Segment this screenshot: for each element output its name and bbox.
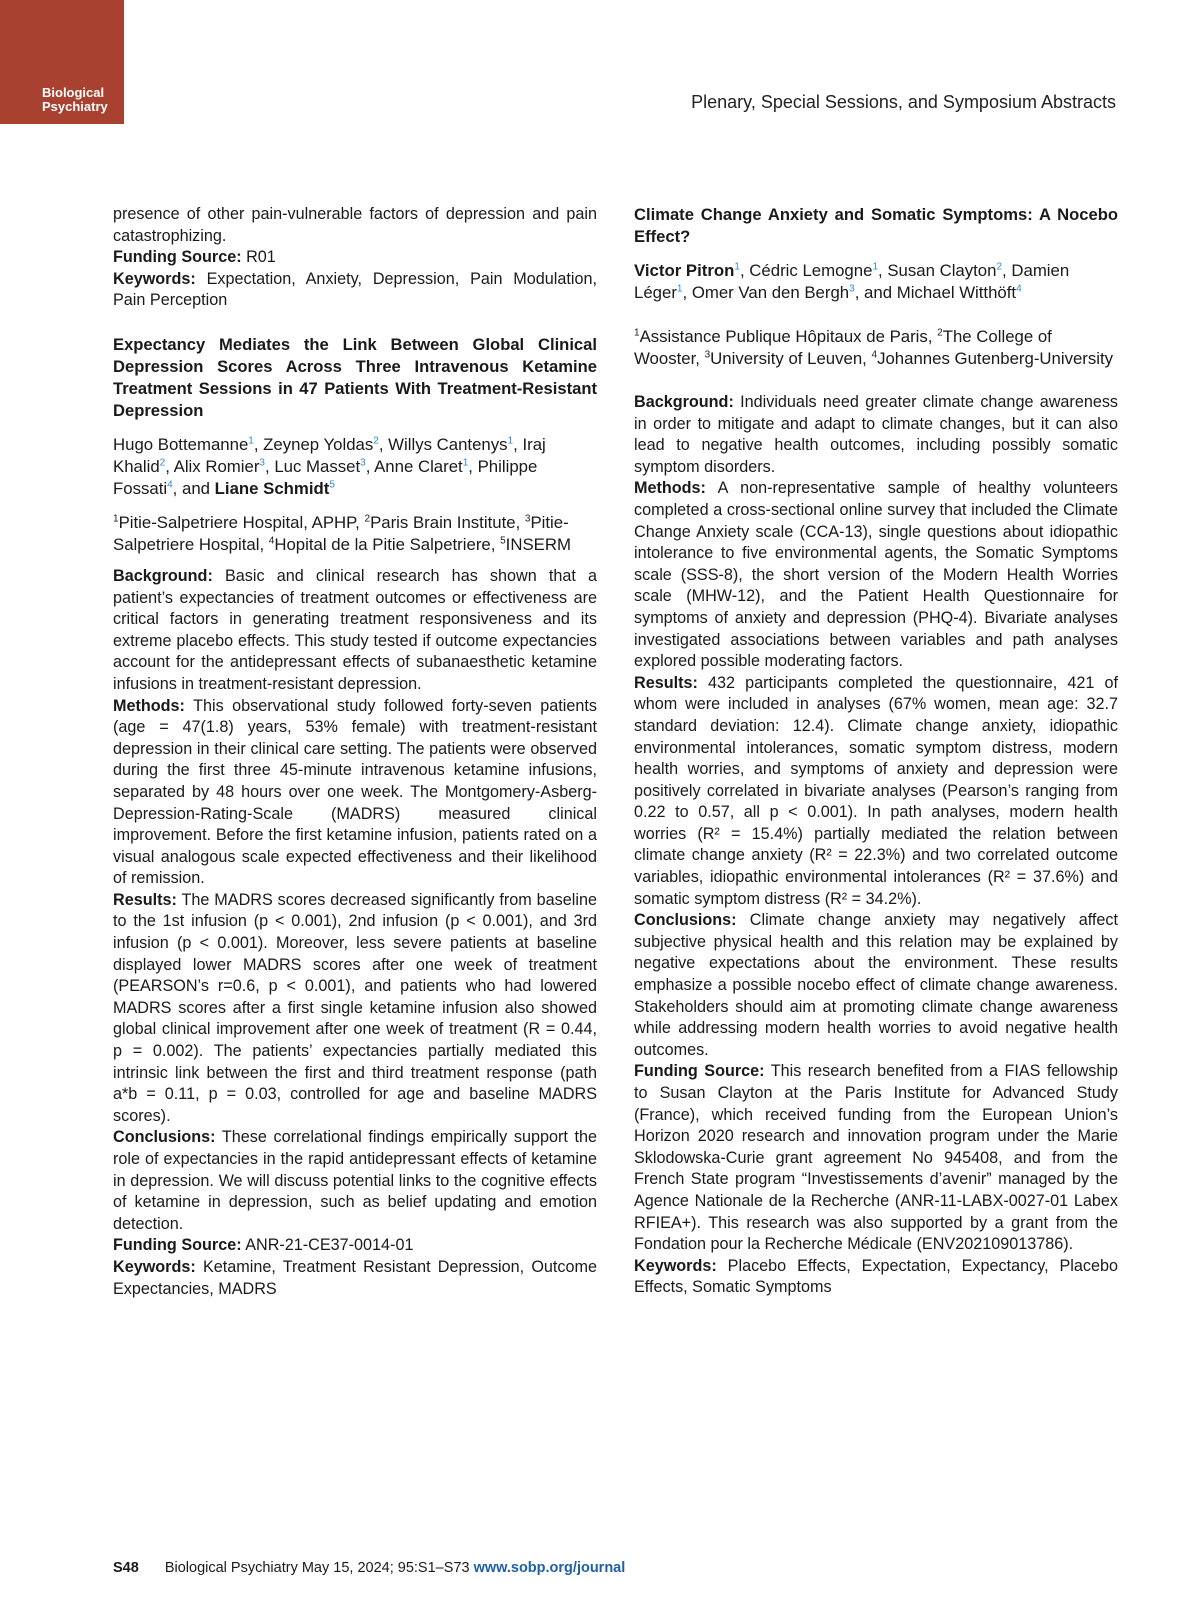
- footer-citation: Biological Psychiatry May 15, 2024; 95:S1–S73: [164, 1560, 470, 1576]
- affiliation-marker[interactable]: 4: [167, 479, 173, 491]
- conclusions-label: Conclusions:: [634, 911, 737, 930]
- affiliation-marker[interactable]: 3: [360, 457, 366, 469]
- author-separator: ,: [878, 261, 888, 280]
- author-separator: ,: [264, 456, 275, 476]
- conclusions-section: [113, 1127, 597, 1235]
- affiliation-number: 1: [634, 327, 640, 339]
- journal-badge-line2: Psychiatry: [42, 99, 108, 114]
- affiliation-marker[interactable]: 1: [462, 457, 469, 469]
- prev-keywords-text: Expectation, Anxiety, Depression, Pain Modulation, Pain Perception: [113, 269, 597, 310]
- background-label: Background:: [113, 566, 213, 585]
- results-section: [634, 673, 1118, 911]
- results-section: [113, 890, 597, 1128]
- author-name: Zeynep Yoldas: [263, 434, 374, 454]
- abstract-title: Expectancy Mediates the Link Between Global Clinical Depression Scores Across Three Intravenous Ketamine Treatment Sessions in 47 Patients With Treatment-Resistant Depression: [113, 334, 597, 420]
- methods-text: A non-representative sample of healthy volunteers completed a cross-sectional online survey that included the Climate Change Anxiety scale (CCA-13), single questions about idiopathic intolerance to five environmental agents, the Somatic Symptoms scale (SSS-8), the short version of the Modern Health Worries scale (MHW-12), and the Patient Health Questionnaire for symptoms of anxiety and depression (PHQ-4). Bivariate analyses investigated associations between variables and path analyses explored possible moderating factors.: [634, 479, 1119, 671]
- author-name: Victor Pitron: [634, 261, 735, 280]
- author-name: Hugo Bottemanne: [113, 434, 249, 454]
- author-name: Luc Masset: [274, 456, 361, 476]
- funding-label: Funding Source:: [634, 1062, 765, 1081]
- page-number: S48: [113, 1560, 139, 1576]
- conclusions-section: [634, 910, 1118, 1061]
- page-footer: [113, 1560, 625, 1576]
- results-label: Results:: [634, 673, 698, 692]
- background-text: Basic and clinical research has shown that a patient’s expectancies of treatment outcomes or effectiveness are critical factors in generating treatment responsiveness and its extreme placebo effects. This study tested if outcome expectancies account for the antidepressant effects of subanaesthetic ketamine infusions in treatment-resistant depression.: [113, 566, 597, 693]
- affiliation-marker[interactable]: 5: [329, 479, 335, 491]
- abstract-title: Climate Change Anxiety and Somatic Symptoms: A Nocebo Effect?: [634, 205, 1118, 246]
- prev-funding-label: Funding Source:: [113, 248, 242, 267]
- journal-link[interactable]: www.sobp.org/journal: [473, 1560, 626, 1576]
- funding-section: [113, 1235, 597, 1257]
- author-list: [113, 434, 597, 500]
- journal-badge-line1: Biological: [42, 85, 105, 100]
- affiliation-text: Hopital de la Pitie Salpetriere,: [274, 534, 501, 554]
- affiliation-text: Johannes Gutenberg-University: [877, 349, 1114, 368]
- author-separator: ,: [739, 261, 750, 280]
- right-column: [634, 204, 1118, 1299]
- author-name: Michael Witthöft: [896, 283, 1017, 302]
- affiliation-text: Assistance Publique Hôpitaux de Paris,: [639, 327, 938, 346]
- keywords-section: [113, 1257, 597, 1300]
- affiliation-marker[interactable]: 2: [373, 435, 379, 447]
- author-separator: ,: [682, 283, 692, 302]
- funding-text: ANR-21-CE37-0014-01: [245, 1236, 414, 1255]
- author-separator: ,: [1002, 261, 1012, 280]
- funding-section: [634, 1061, 1118, 1255]
- journal-badge: [0, 0, 124, 124]
- prev-funding-text: R01: [246, 248, 276, 267]
- author-name: Damien Léger: [634, 261, 1070, 302]
- affiliation-text: INSERM: [505, 534, 571, 554]
- author-list: [634, 260, 1118, 304]
- affiliation-text: The College of Wooster,: [634, 327, 1052, 368]
- methods-section: [113, 696, 597, 890]
- author-name: Anne Claret: [374, 456, 463, 476]
- methods-label: Methods:: [634, 479, 706, 498]
- author-separator: ,: [365, 456, 375, 476]
- affiliation-text: Paris Brain Institute,: [370, 512, 525, 532]
- affiliation-marker[interactable]: 4: [1016, 283, 1022, 295]
- methods-label: Methods:: [113, 696, 185, 715]
- affiliation-number: 1: [113, 513, 119, 525]
- author-name: Susan Clayton: [887, 261, 997, 280]
- background-section: [113, 566, 597, 696]
- affiliation-number: 3: [704, 349, 711, 361]
- results-text: The MADRS scores decreased significantly from baseline to the 1st infusion (p < 0.001), 2nd infusion (p < 0.001), and 3rd infusion (p < 0.001). Moreover, less severe patients at baseline displayed lower MADRS scores after one week of treatment (PEARSON’s r=0.6, p < 0.001), and patients who had lowered MADRS scores after a first single ketamine infusion also showed global clinical improvement after one week of treatment (R = 0.44, p = 0.002). The patients’ expectancies partially mediated this intrinsic link between the first and third treatment response (path a*b = 0.11, p = 0.03, controlled for age and baseline MADRS scores).: [113, 890, 597, 1125]
- background-text: Individuals need greater climate change awareness in order to mitigate and adapt to climate changes, but it can also lead to negative health outcomes, including possibly somatic symptom disorders.: [634, 393, 1119, 476]
- author-name: Omer Van den Bergh: [691, 283, 850, 302]
- affiliation-number: 4: [871, 349, 878, 361]
- prev-funding: [113, 247, 597, 269]
- author-separator: , and: [172, 478, 215, 498]
- keywords-text: Ketamine, Treatment Resistant Depression, Outcome Expectancies, MADRS: [113, 1257, 598, 1298]
- prev-keywords: [113, 269, 597, 312]
- author-separator: ,: [165, 456, 174, 476]
- affiliation-marker[interactable]: 2: [996, 261, 1003, 273]
- affiliation-text: University of Leuven,: [710, 349, 872, 368]
- author-separator: ,: [513, 434, 523, 454]
- author-separator: , and: [854, 283, 897, 302]
- funding-label: Funding Source:: [113, 1236, 242, 1255]
- author-separator: ,: [378, 434, 389, 454]
- results-label: Results:: [113, 890, 177, 909]
- affiliation-marker[interactable]: 1: [507, 435, 514, 447]
- keywords-section: [634, 1256, 1118, 1299]
- keywords-text: Placebo Effects, Expectation, Expectancy, Placebo Effects, Somatic Symptoms: [634, 1256, 1119, 1297]
- author-separator: ,: [468, 456, 478, 476]
- prev-keywords-label: Keywords:: [113, 269, 196, 288]
- conclusions-text: Climate change anxiety may negatively affect subjective physical health and this relation may be explained by negative expectations about the environment. These results emphasize a possible nocebo effect of climate change awareness. Stakeholders should aim at promoting climate change awareness while addressing modern health worries to avoid negative health outcomes.: [634, 911, 1119, 1059]
- affiliation-marker[interactable]: 3: [259, 457, 265, 469]
- conclusions-label: Conclusions:: [113, 1128, 216, 1147]
- results-text: 432 participants completed the questionnaire, 421 of whom were included in analyses (67% women, mean age: 32.7 standard deviation: 12.4). Climate change anxiety, idiopathic environmental intolerances, somatic symptom distress, modern health worries, and symptoms of anxiety and depression were positively correlated in bivariate analyses (Pearson’s ranging from 0.22 to 0.57, all p < 0.001). In path analyses, modern health worries (R² = 15.4%) partially mediated the relation between climate change anxiety (R² = 22.3%) and two correlated outcome variables, idiopathic environmental intolerances (R² = 37.6%) and somatic symptom distress (R² = 34.2%).: [634, 673, 1118, 908]
- methods-section: [634, 478, 1118, 672]
- affiliation-list: [113, 512, 597, 556]
- background-label: Background:: [634, 393, 734, 411]
- affiliation-list: [634, 326, 1118, 370]
- author-name: Philippe Fossati: [113, 456, 538, 498]
- left-column: [113, 204, 597, 1300]
- affiliation-text: Pitie-Salpetriere Hospital, APHP,: [118, 512, 365, 532]
- funding-text: This research benefited from a FIAS fellowship to Susan Clayton at the Paris Institute for Advanced Study (France), which received funding from the European Union’s Horizon 2020 research and innovation program under the Marie Sklodowska-Curie grant agreement No 945408, and from the French State program “Investissements d’avenir” managed by the Agence Nationale de la Recherche (ANR-11-LABX-0027-01 Labex RFIEA+). This research was also supported by a grant from the Fondation pour la Recherche Médicale (ENV202109013786).: [634, 1062, 1118, 1254]
- affiliation-number: 5: [500, 535, 506, 547]
- author-separator: ,: [253, 434, 264, 454]
- author-name: Liane Schmidt: [214, 478, 330, 498]
- author-name: Iraj Khalid: [113, 434, 546, 476]
- running-head: Plenary, Special Sessions, and Symposium Abstracts: [691, 92, 1116, 112]
- background-section: [634, 392, 1118, 478]
- affiliation-marker[interactable]: 3: [849, 283, 855, 295]
- author-name: Cédric Lemogne: [749, 261, 873, 280]
- affiliation-number: 2: [364, 513, 371, 525]
- keywords-label: Keywords:: [634, 1256, 717, 1275]
- author-name: Willys Cantenys: [388, 434, 508, 454]
- affiliation-text: Pitie-Salpetriere Hospital,: [113, 512, 569, 554]
- author-name: Alix Romier: [173, 456, 260, 476]
- continued-text: presence of other pain-vulnerable factors of depression and pain catastrophizing.: [113, 205, 597, 245]
- affiliation-number: 3: [524, 513, 531, 525]
- affiliation-marker[interactable]: 1: [872, 261, 878, 273]
- affiliation-number: 2: [937, 327, 943, 339]
- keywords-label: Keywords:: [113, 1257, 196, 1276]
- affiliation-marker[interactable]: 2: [159, 457, 166, 469]
- affiliation-marker[interactable]: 1: [676, 283, 683, 295]
- methods-text: This observational study followed forty-seven patients (age = 47(1.8) years, 53% female) with treatment-resistant depression in their clinical care setting. The patients were observed during the first three 45-minute intravenous ketamine infusions, separated by 48 hours over one week. The Montgomery-Asberg-Depression-Rating-Scale (MADRS) measured clinical improvement. Before the first ketamine infusion, patients rated on a visual analogous scale expected effectiveness and their likelihood of remission.: [113, 696, 597, 888]
- conclusions-text: These correlational findings empirically support the role of expectancies in the rapid antidepressant effects of ketamine in depression. We will discuss potential links to the cognitive effects of ketamine in depression, such as belief updating and emotion detection.: [113, 1128, 597, 1233]
- affiliation-number: 4: [268, 535, 275, 547]
- affiliation-marker[interactable]: 1: [734, 261, 740, 273]
- affiliation-marker[interactable]: 1: [248, 435, 254, 447]
